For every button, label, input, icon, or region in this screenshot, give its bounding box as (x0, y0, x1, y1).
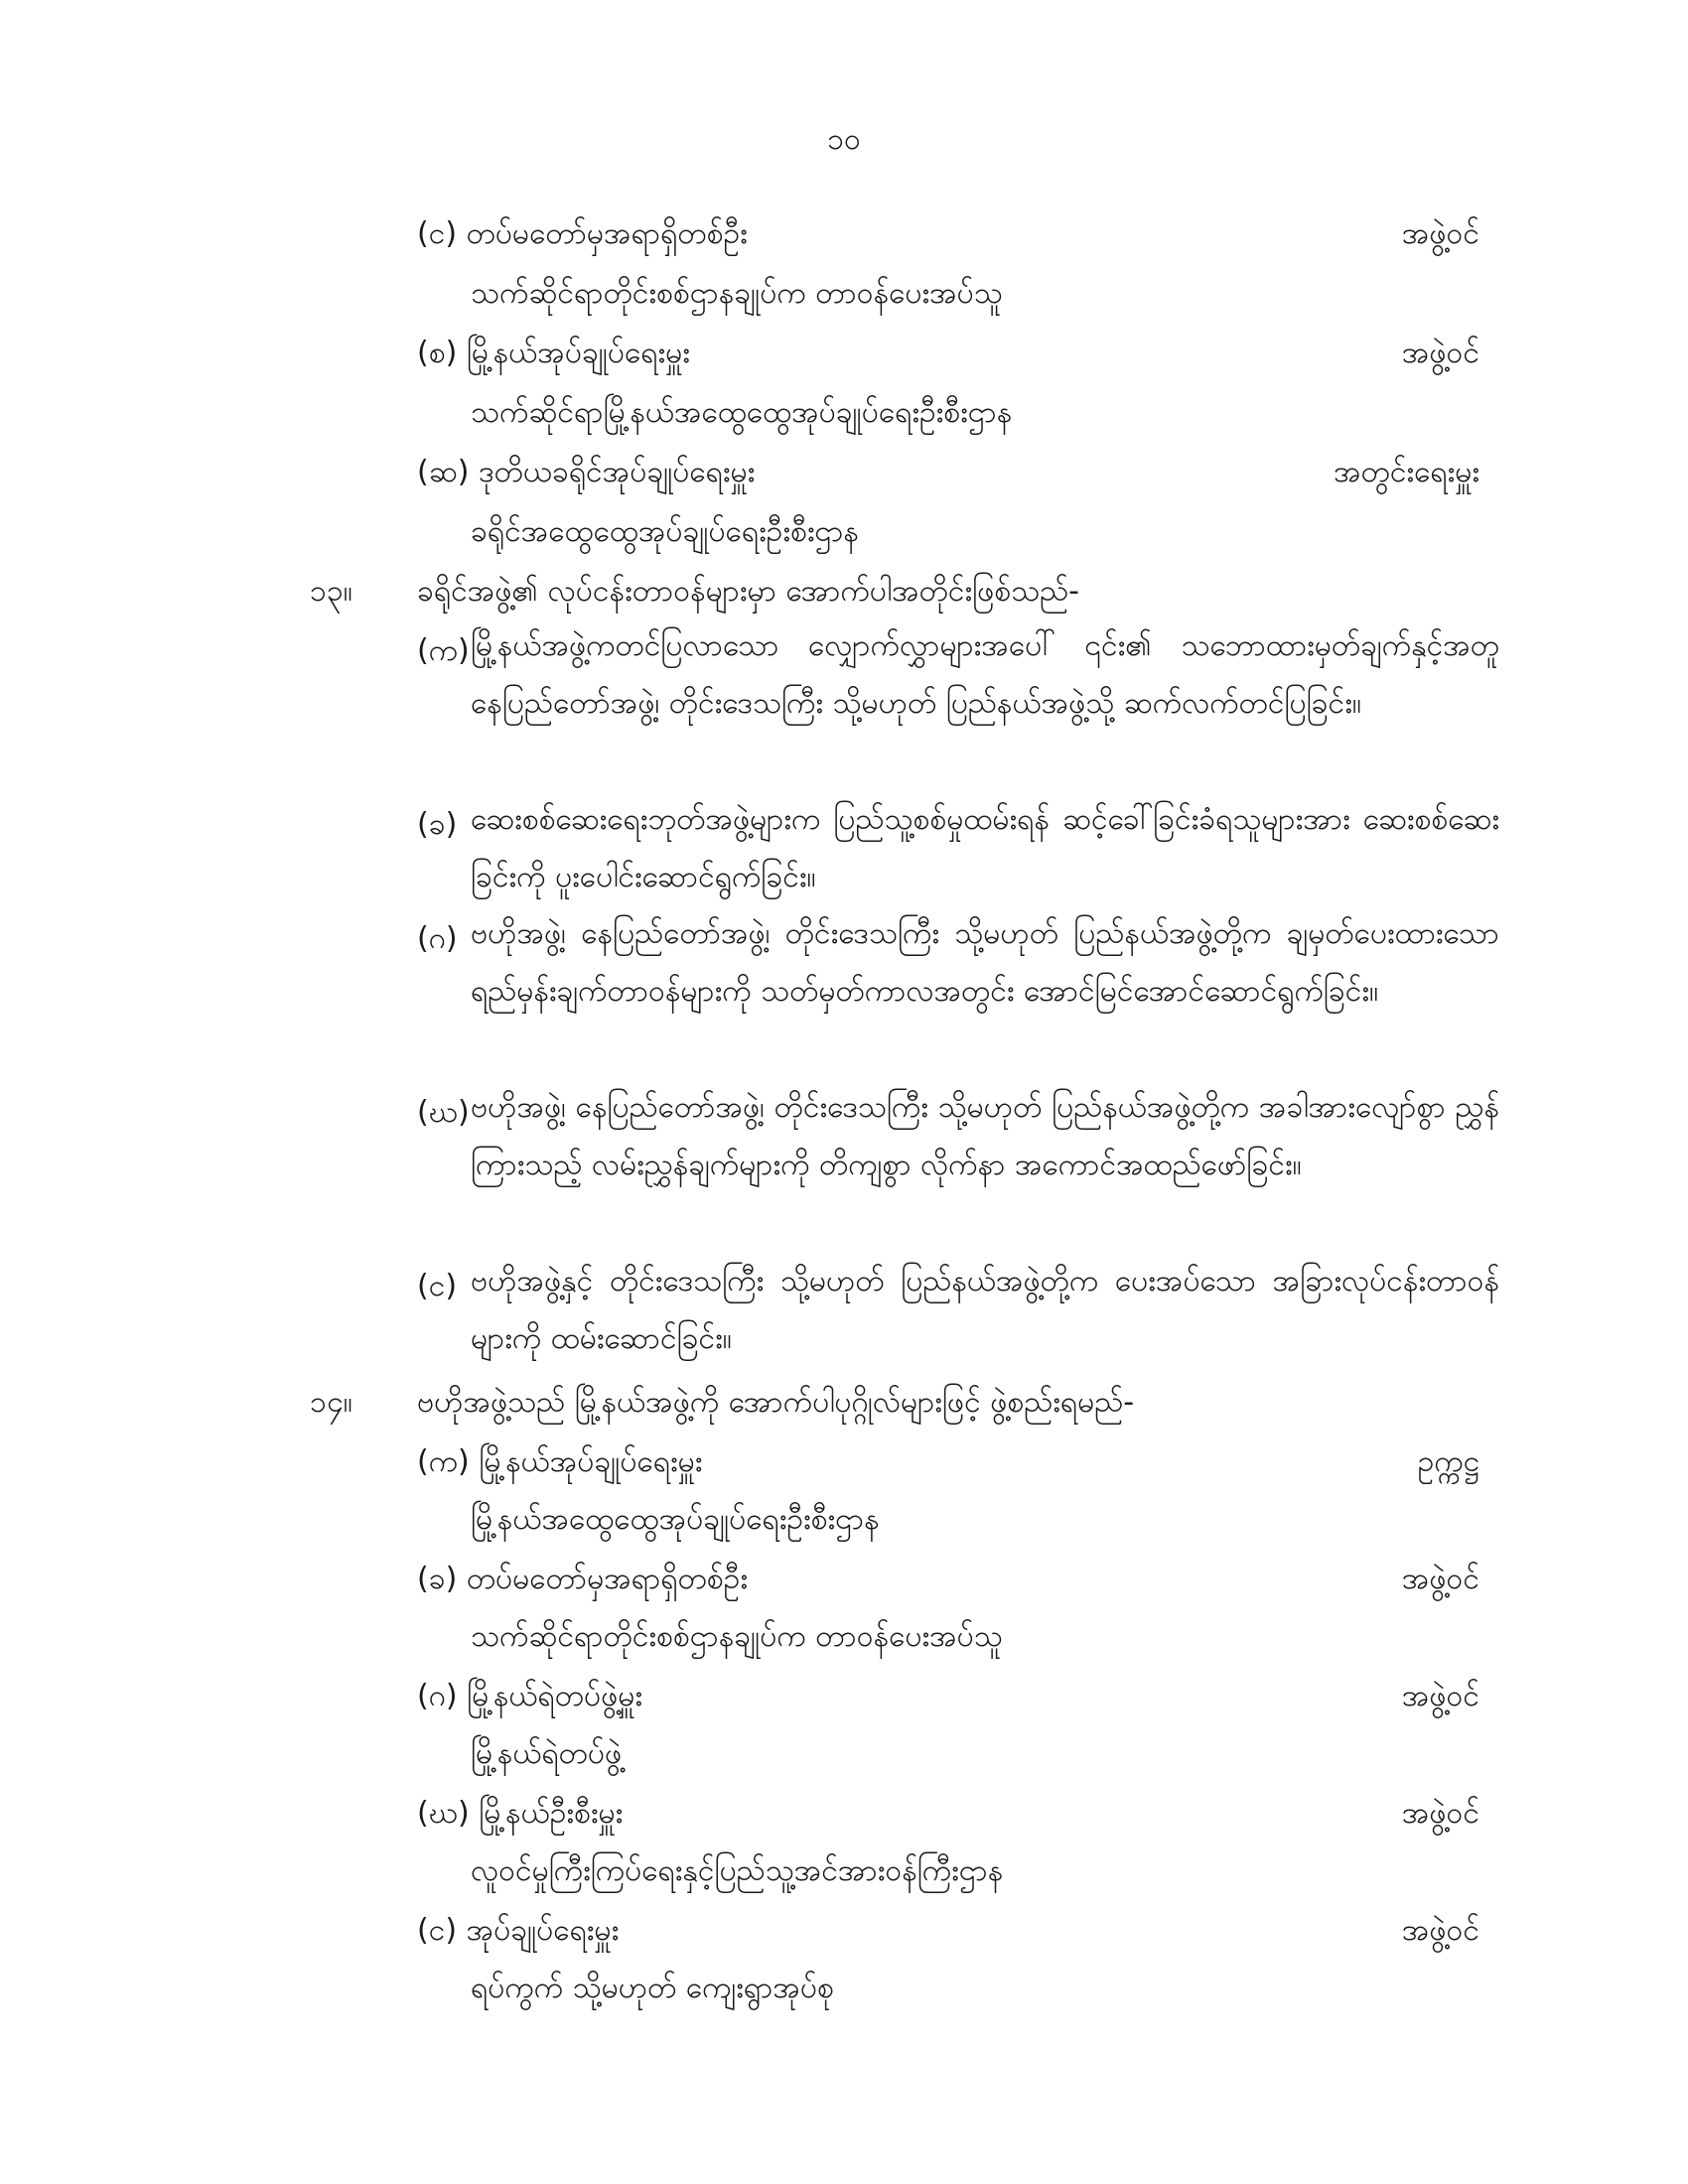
item-marker: (ဃ) (417, 1095, 470, 1130)
item-marker: (စ) (417, 336, 458, 370)
item-marker: (က) (417, 1444, 470, 1479)
item-name: မြို့နယ်အုပ်ချုပ်ရေးမှူး (466, 336, 690, 370)
item-text: ဗဟိုအဖွဲ့၊ နေပြည်တော်အဖွဲ့၊ တိုင်းဒေသကြီး သို့မဟုတ် ပြည်နယ်အဖွဲ့တို့က အခါအားလျော်စွာ ညွှန်ကြားသည့် လမ်းညွှန်ချက်များကို တိကျစွာ လိုက်နာ အကောင်အထည်ဖော်ခြင်း။ (471, 1090, 1499, 1182)
item-marker: (ဂ) (417, 921, 458, 956)
item-marker: (ဂ) (417, 1679, 458, 1713)
list-item (417, 1079, 1499, 1194)
item-name: မြို့နယ်အုပ်ချုပ်ရေးမှူး (479, 1444, 703, 1479)
item-marker: (က) (417, 633, 470, 668)
item-detail: ရပ်ကွက် သို့မဟုတ် ကျေးရွာအုပ်စု (471, 1971, 834, 2005)
item-marker: (င) (417, 1269, 458, 1303)
item-name: မြို့နယ်ရဲတပ်ဖွဲ့မှူး (467, 1679, 642, 1713)
item-detail: ခရိုင်အထွေထွေအုပ်ချုပ်ရေးဦးစီးဌာန (471, 514, 859, 549)
item-text: ဗဟိုအဖွဲ့၊ နေပြည်တော်အဖွဲ့၊ တိုင်းဒေသကြီး သို့မဟုတ် ပြည်နယ်အဖွဲ့တို့က ချမှတ်ပေးထားသော ရည်မှန်းချက်တာဝန်များကို သတ်မှတ်ကာလအတွင်း အောင်မြင်အောင်ဆောင်ရွက်ခြင်း။ (471, 916, 1499, 1009)
item-detail: လူဝင်မှုကြီးကြပ်ရေးနှင့်ပြည်သူ့အင်အားဝန်ကြီးဌာန (471, 1853, 1004, 1888)
item-name: တပ်မတော်မှအရာရှိတစ်ဦး (466, 216, 748, 251)
item-role: အဖွဲ့ဝင် (1401, 1796, 1479, 1831)
item-role: ဥက္ကဋ္ဌ (1417, 1444, 1479, 1479)
item-detail: မြို့နယ်ရဲတပ်ဖွဲ့ (471, 1736, 623, 1771)
item-detail: သက်ဆိုင်ရာတိုင်းစစ်ဌာနချုပ်က တာဝန်ပေးအပ်သူ (471, 276, 1003, 311)
page-number: ၁၀ (827, 122, 861, 157)
item-role: အဖွဲ့ဝင် (1401, 1913, 1479, 1948)
section-heading: ခရိုင်အဖွဲ့၏ လုပ်ငန်းတာဝန်များမှာ အောက်ပါအတိုင်းဖြစ်သည်- (417, 574, 1079, 609)
item-text: မြို့နယ်အဖွဲ့ကတင်ပြလာသော လျှောက်လွှာများအပေါ် ၎င်း၏ သဘောထားမှတ်ချက်နှင့်အတူ နေပြည်တော်အဖွဲ့၊ တိုင်းဒေသကြီး သို့မဟုတ် ပြည်နယ်အဖွဲ့သို့ ဆက်လက်တင်ပြခြင်း။ (471, 628, 1499, 721)
item-marker: (ဆ) (417, 455, 470, 489)
list-item (417, 791, 1499, 906)
item-name: အုပ်ချုပ်ရေးမှူး (466, 1913, 620, 1948)
list-item (417, 617, 1499, 733)
item-role: အဖွဲ့ဝင် (1401, 336, 1479, 370)
item-role: အဖွဲ့ဝင် (1401, 216, 1479, 251)
item-role: အဖွဲ့ဝင် (1401, 1562, 1479, 1596)
item-marker: (ဃ) (417, 1796, 470, 1831)
item-role: အတွင်းရေးမှူး (1334, 455, 1479, 489)
section-number: ၁၃။ (310, 574, 352, 609)
item-detail: မြို့နယ်အထွေထွေအုပ်ချုပ်ရေးဦးစီးဌာန (471, 1502, 880, 1537)
item-role: အဖွဲ့ဝင် (1401, 1679, 1479, 1713)
section-heading: ဗဟိုအဖွဲ့သည် မြို့နယ်အဖွဲ့ကို အောက်ပါပုဂ္ဂိုလ်များဖြင့် ဖွဲ့စည်းရမည်- (417, 1385, 1135, 1420)
section-number: ၁၄။ (310, 1385, 352, 1420)
item-name: ဒုတိယခရိုင်အုပ်ချုပ်ရေးမှူး (478, 455, 756, 489)
item-text: ဗဟိုအဖွဲ့နှင့် တိုင်းဒေသကြီး သို့မဟုတ် ပြည်နယ်အဖွဲ့တို့က ပေးအပ်သော အခြားလုပ်ငန်းတာဝန်များကို ထမ်းဆောင်ခြင်း။ (471, 1264, 1499, 1356)
item-name: မြို့နယ်ဦးစီးမှူး (479, 1796, 624, 1831)
item-marker: (ခ) (417, 1562, 458, 1596)
item-text: ဆေးစစ်ဆေးရေးဘုတ်အဖွဲ့များက ပြည်သူ့စစ်မှုထမ်းရန် ဆင့်ခေါ်ခြင်းခံရသူများအား ဆေးစစ်ဆေးခြင်းကို ပူးပေါင်းဆောင်ရွက်ခြင်း။ (471, 802, 1499, 894)
item-detail: သက်ဆိုင်ရာတိုင်းစစ်ဌာနချုပ်က တာဝန်ပေးအပ်သူ (471, 1619, 1003, 1654)
item-marker: (င) (417, 1913, 458, 1948)
item-detail: သက်ဆိုင်ရာမြို့နယ်အထွေထွေအုပ်ချုပ်ရေးဦးစီးဌာန (471, 395, 1013, 430)
item-marker: (ခ) (417, 807, 458, 842)
item-marker: (င) (417, 216, 458, 251)
list-item (417, 905, 1499, 1021)
list-item (417, 1253, 1499, 1368)
item-name: တပ်မတော်မှအရာရှိတစ်ဦး (466, 1562, 748, 1596)
